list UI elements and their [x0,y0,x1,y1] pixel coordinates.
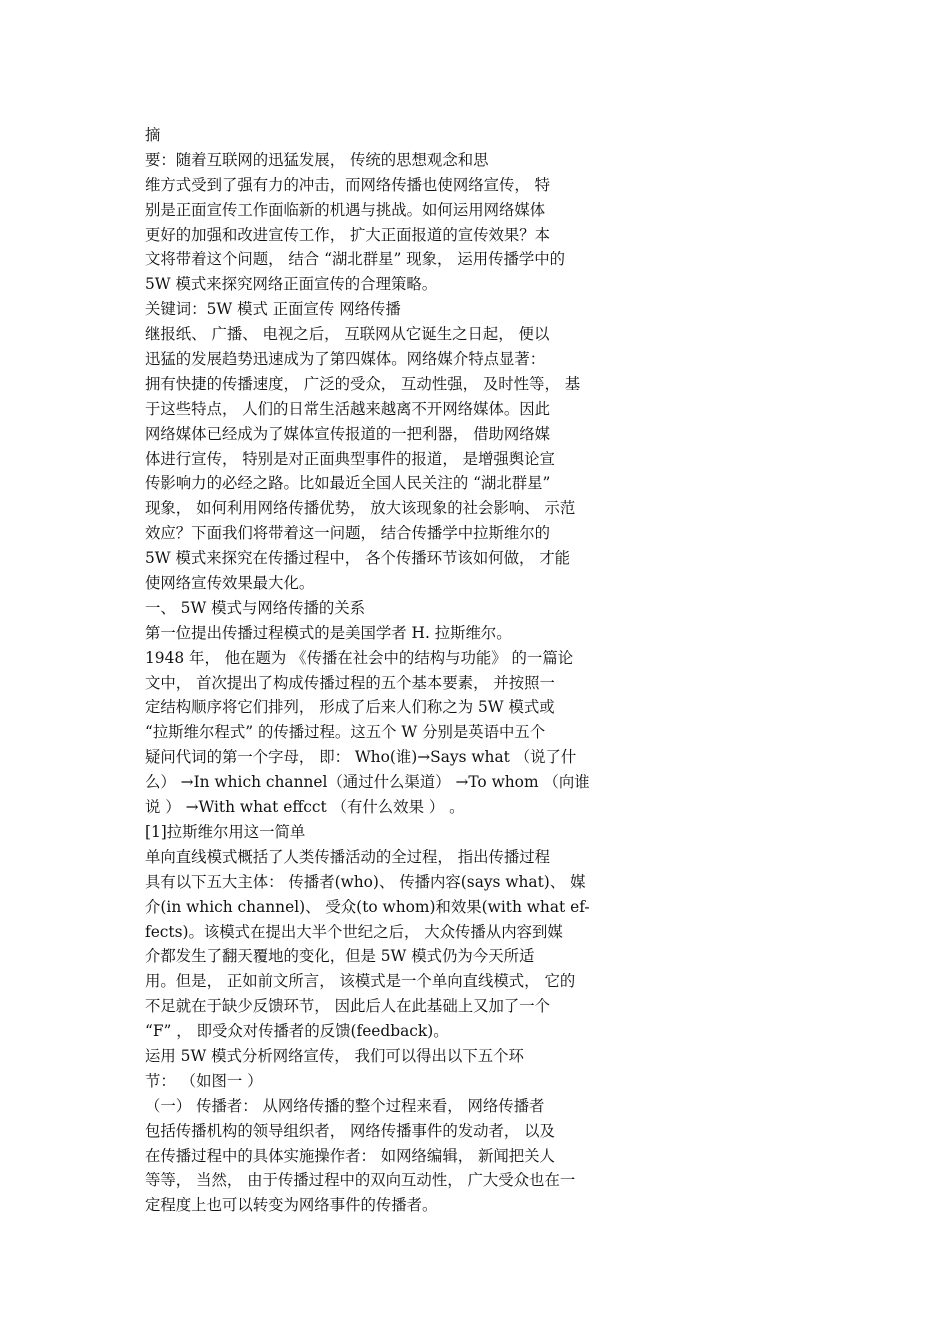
keywords-line: 关键词：5W 模式 正面宣传 网络传播 [145,300,401,319]
text-line: [1]拉斯维尔用这一简单 [145,822,306,841]
text-line: 迅猛的发展趋势迅速成为了第四媒体。网络媒介特点显著： [145,350,546,369]
text-line: 使网络宣传效果最大化。 [145,574,315,593]
document-body [145,123,625,1218]
text-line: 拥有快捷的传播速度， 广泛的受众， 互动性强， 及时性等， 基 [145,374,581,393]
text-line: fects)。该模式在提出大半个世纪之后， 大众传播从内容到媒 [145,922,563,941]
text-line: 单向直线模式概括了人类传播活动的全过程， 指出传播过程 [145,847,551,866]
text-line: 于这些特点， 人们的日常生活越来越离不开网络媒体。因此 [145,399,551,418]
text-line: 定程度上也可以转变为网络事件的传播者。 [145,1196,438,1215]
text-line: 不足就在于缺少反馈环节， 因此后人在此基础上又加了一个 [145,997,551,1016]
text-line: 在传播过程中的具体实施操作者： 如网络编辑， 新闻把关人 [145,1146,555,1165]
text-line: 介都发生了翻天覆地的变化，但是 5W 模式仍为今天所适 [145,947,535,966]
text-line: “F” ， 即受众对传播者的反馈(feedback)。 [145,1022,449,1041]
text-line: 维方式受到了强有力的冲击，而网络传播也使网络宣传， 特 [145,175,551,194]
text-line: 网络媒体已经成为了媒体宣传报道的一把利器， 借助网络媒 [145,424,551,443]
text-line: 文中， 首次提出了构成传播过程的五个基本要素， 并按照一 [145,673,555,692]
text-line: 包括传播机构的领导组织者， 网络传播事件的发动者， 以及 [145,1121,555,1140]
text-line: 么） →In which channel（通过什么渠道） →To whom （向谁 [145,773,590,792]
text-line: 等等， 当然， 由于传播过程中的双向互动性， 广大受众也在一 [145,1171,576,1190]
text-line: 疑问代词的第一个字母， 即： Who(谁)→Says what （说了什 [145,748,577,767]
text-line: 定结构顺序将它们排列， 形成了后来人们称之为 5W 模式或 [145,698,555,717]
section-heading: 一、 5W 模式与网络传播的关系 [145,598,366,617]
text-line: 介(in which channel)、 受众(to whom)和效果(with what ef- [145,897,590,916]
text-line: 具有以下五大主体： 传播者(who)、 传播内容(says what)、 媒 [145,872,586,891]
text-line: （一） 传播者： 从网络传播的整个过程来看， 网络传播者 [145,1096,545,1115]
text-line: 效应？下面我们将带着这一问题， 结合传播学中拉斯维尔的 [145,524,551,543]
text-line: 别是正面宣传工作面临新的机遇与挑战。如何运用网络媒体 [145,200,546,219]
text-line: 运用 5W 模式分析网络宣传， 我们可以得出以下五个环 [145,1046,524,1065]
text-line: 更好的加强和改进宣传工作， 扩大正面报道的宣传效果？本 [145,225,551,244]
text-line: “拉斯维尔程式” 的传播过程。这五个 W 分别是英语中五个 [145,723,546,742]
text-line: 第一位提出传播过程模式的是美国学者 H. 拉斯维尔。 [145,623,512,642]
text-line: 摘 [145,126,161,144]
text-line: 说 ） →With what effcct （有什么效果 ） 。 [145,798,465,817]
text-line: 继报纸、 广播、 电视之后， 互联网从它诞生之日起， 便以 [145,325,550,344]
text-line: 体进行宣传， 特别是对正面典型事件的报道， 是增强舆论宣 [145,449,555,468]
text-line: 文将带着这个问题， 结合 “湖北群星” 现象， 运用传播学中的 [145,250,566,269]
text-line: 用。但是， 正如前文所言， 该模式是一个单向直线模式， 它的 [145,972,576,991]
text-line: 传影响力的必经之路。比如最近全国人民关注的 “湖北群星” [145,474,551,493]
text-line: 节： （如图一 ） [145,1071,263,1090]
text-line: 要：随着互联网的迅猛发展， 传统的思想观念和思 [145,150,489,169]
text-line: 5W 模式来探究在传播过程中， 各个传播环节该如何做， 才能 [145,549,571,568]
text-line: 5W 模式来探究网络正面宣传的合理策略。 [145,275,438,294]
text-line: 1948 年， 他在题为 《传播在社会中的结构与功能》 的一篇论 [145,648,574,667]
text-line: 现象， 如何利用网络传播优势， 放大该现象的社会影响、 示范 [145,499,576,518]
